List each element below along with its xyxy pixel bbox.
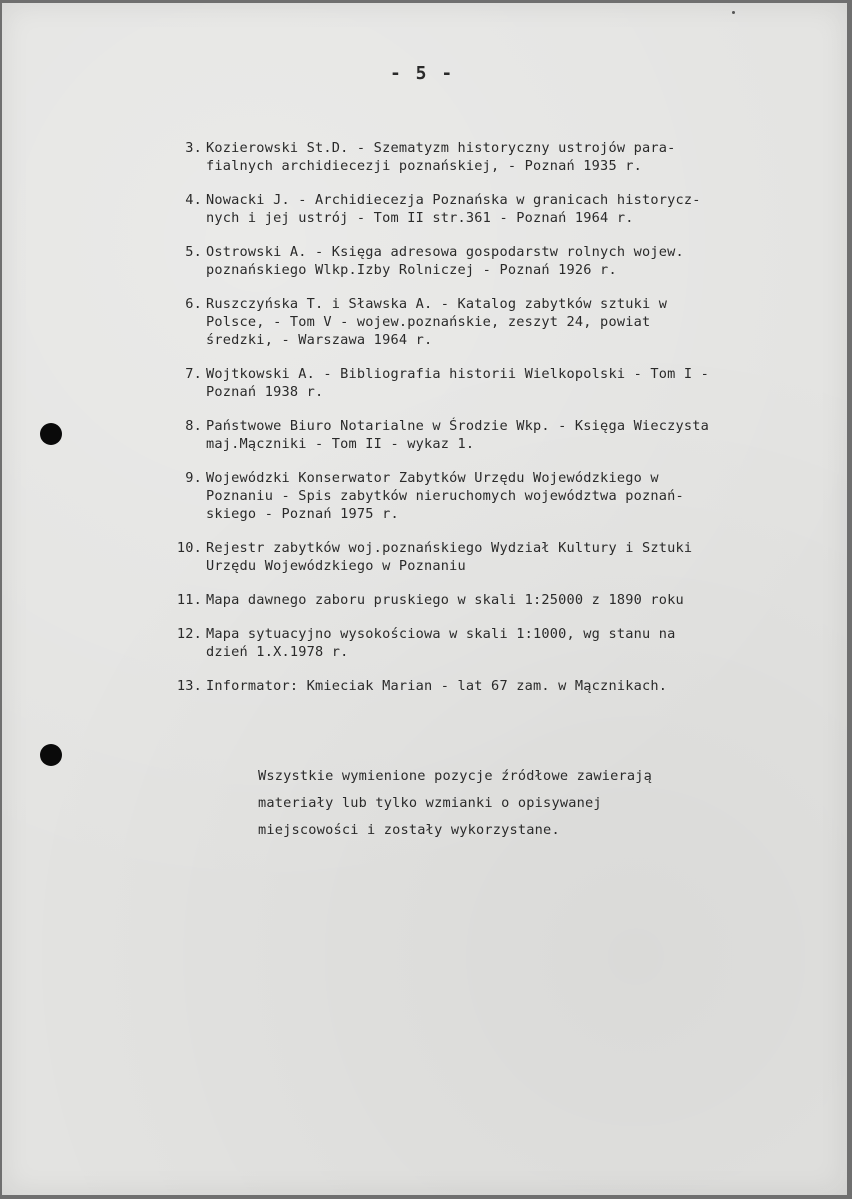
reference-item	[152, 243, 842, 279]
reference-text	[206, 625, 842, 661]
reference-item	[152, 539, 842, 575]
reference-text	[206, 139, 842, 175]
reference-number: 5.	[185, 244, 202, 260]
reference-number: 9.	[185, 470, 202, 486]
reference-line: Nowacki J. - Archidiecezja Poznańska w granicach historycz-	[206, 192, 701, 208]
reference-line: dzień 1.X.1978 r.	[206, 644, 349, 660]
punch-hole-top	[40, 423, 62, 445]
reference-number: 8.	[185, 418, 202, 434]
reference-line: poznańskiego Wlkp.Izby Rolniczej - Poznań 1926 r.	[206, 262, 617, 278]
reference-item	[152, 625, 842, 661]
paper-speck	[732, 11, 735, 14]
reference-line: Wojewódzki Konserwator Zabytków Urzędu Wojewódzkiego w	[206, 470, 659, 486]
reference-text	[206, 591, 842, 609]
reference-line: Wojtkowski A. - Bibliografia historii Wielkopolski - Tom I -	[206, 366, 710, 382]
reference-line: Państwowe Biuro Notarialne w Środzie Wkp. - Księga Wieczysta	[206, 418, 710, 434]
reference-line: Urzędu Wojewódzkiego w Poznaniu	[206, 558, 466, 574]
reference-text	[206, 677, 842, 695]
page-number: - 5 -	[390, 63, 455, 84]
reference-text	[206, 365, 842, 401]
note-line: miejscowości i zostały wykorzystane.	[258, 822, 560, 838]
note-line: Wszystkie wymienione pozycje źródłowe zawierają	[258, 768, 653, 784]
reference-line: Polsce, - Tom V - wojew.poznańskie, zeszyt 24, powiat	[206, 314, 651, 330]
reference-number: 12.	[176, 626, 202, 642]
reference-number: 4.	[185, 192, 202, 208]
reference-line: fialnych archidiecezji poznańskiej, - Poznań 1935 r.	[206, 158, 642, 174]
reference-text	[206, 295, 842, 349]
document-page	[2, 3, 847, 1195]
reference-line: Informator: Kmieciak Marian - lat 67 zam. w Mącznikach.	[206, 678, 668, 694]
reference-line: nych i jej ustrój - Tom II str.361 - Poznań 1964 r.	[206, 210, 634, 226]
reference-text	[206, 417, 842, 453]
reference-item	[152, 591, 842, 609]
reference-line: Ostrowski A. - Księga adresowa gospodarstw rolnych wojew.	[206, 244, 684, 260]
reference-number: 3.	[185, 140, 202, 156]
reference-item	[152, 469, 842, 523]
closing-note	[258, 763, 652, 844]
reference-number: 7.	[185, 366, 202, 382]
reference-number: 13.	[176, 678, 202, 694]
reference-line: średzki, - Warszawa 1964 r.	[206, 332, 433, 348]
reference-item	[152, 677, 842, 695]
reference-line: Kozierowski St.D. - Szematyzm historyczny ustrojów para-	[206, 140, 676, 156]
reference-item	[152, 139, 842, 175]
note-line: materiały lub tylko wzmianki o opisywanej	[258, 795, 602, 811]
reference-line: Mapa dawnego zaboru pruskiego w skali 1:25000 z 1890 roku	[206, 592, 684, 608]
reference-list	[152, 139, 842, 695]
reference-text	[206, 191, 842, 227]
reference-line: Ruszczyńska T. i Sławska A. - Katalog zabytków sztuki w	[206, 296, 668, 312]
reference-text	[206, 243, 842, 279]
reference-line: skiego - Poznań 1975 r.	[206, 506, 399, 522]
reference-line: maj.Mączniki - Tom II - wykaz 1.	[206, 436, 475, 452]
reference-item	[152, 295, 842, 349]
reference-number: 10.	[176, 540, 202, 556]
reference-line: Poznań 1938 r.	[206, 384, 324, 400]
reference-item	[152, 365, 842, 401]
reference-item	[152, 191, 842, 227]
reference-text	[206, 539, 842, 575]
reference-line: Mapa sytuacyjno wysokościowa w skali 1:1000, wg stanu na	[206, 626, 676, 642]
reference-number: 11.	[176, 592, 202, 608]
punch-hole-bottom	[40, 744, 62, 766]
reference-item	[152, 417, 842, 453]
reference-number: 6.	[185, 296, 202, 312]
reference-text	[206, 469, 842, 523]
reference-line: Poznaniu - Spis zabytków nieruchomych województwa poznań-	[206, 488, 684, 504]
reference-line: Rejestr zabytków woj.poznańskiego Wydział Kultury i Sztuki	[206, 540, 693, 556]
